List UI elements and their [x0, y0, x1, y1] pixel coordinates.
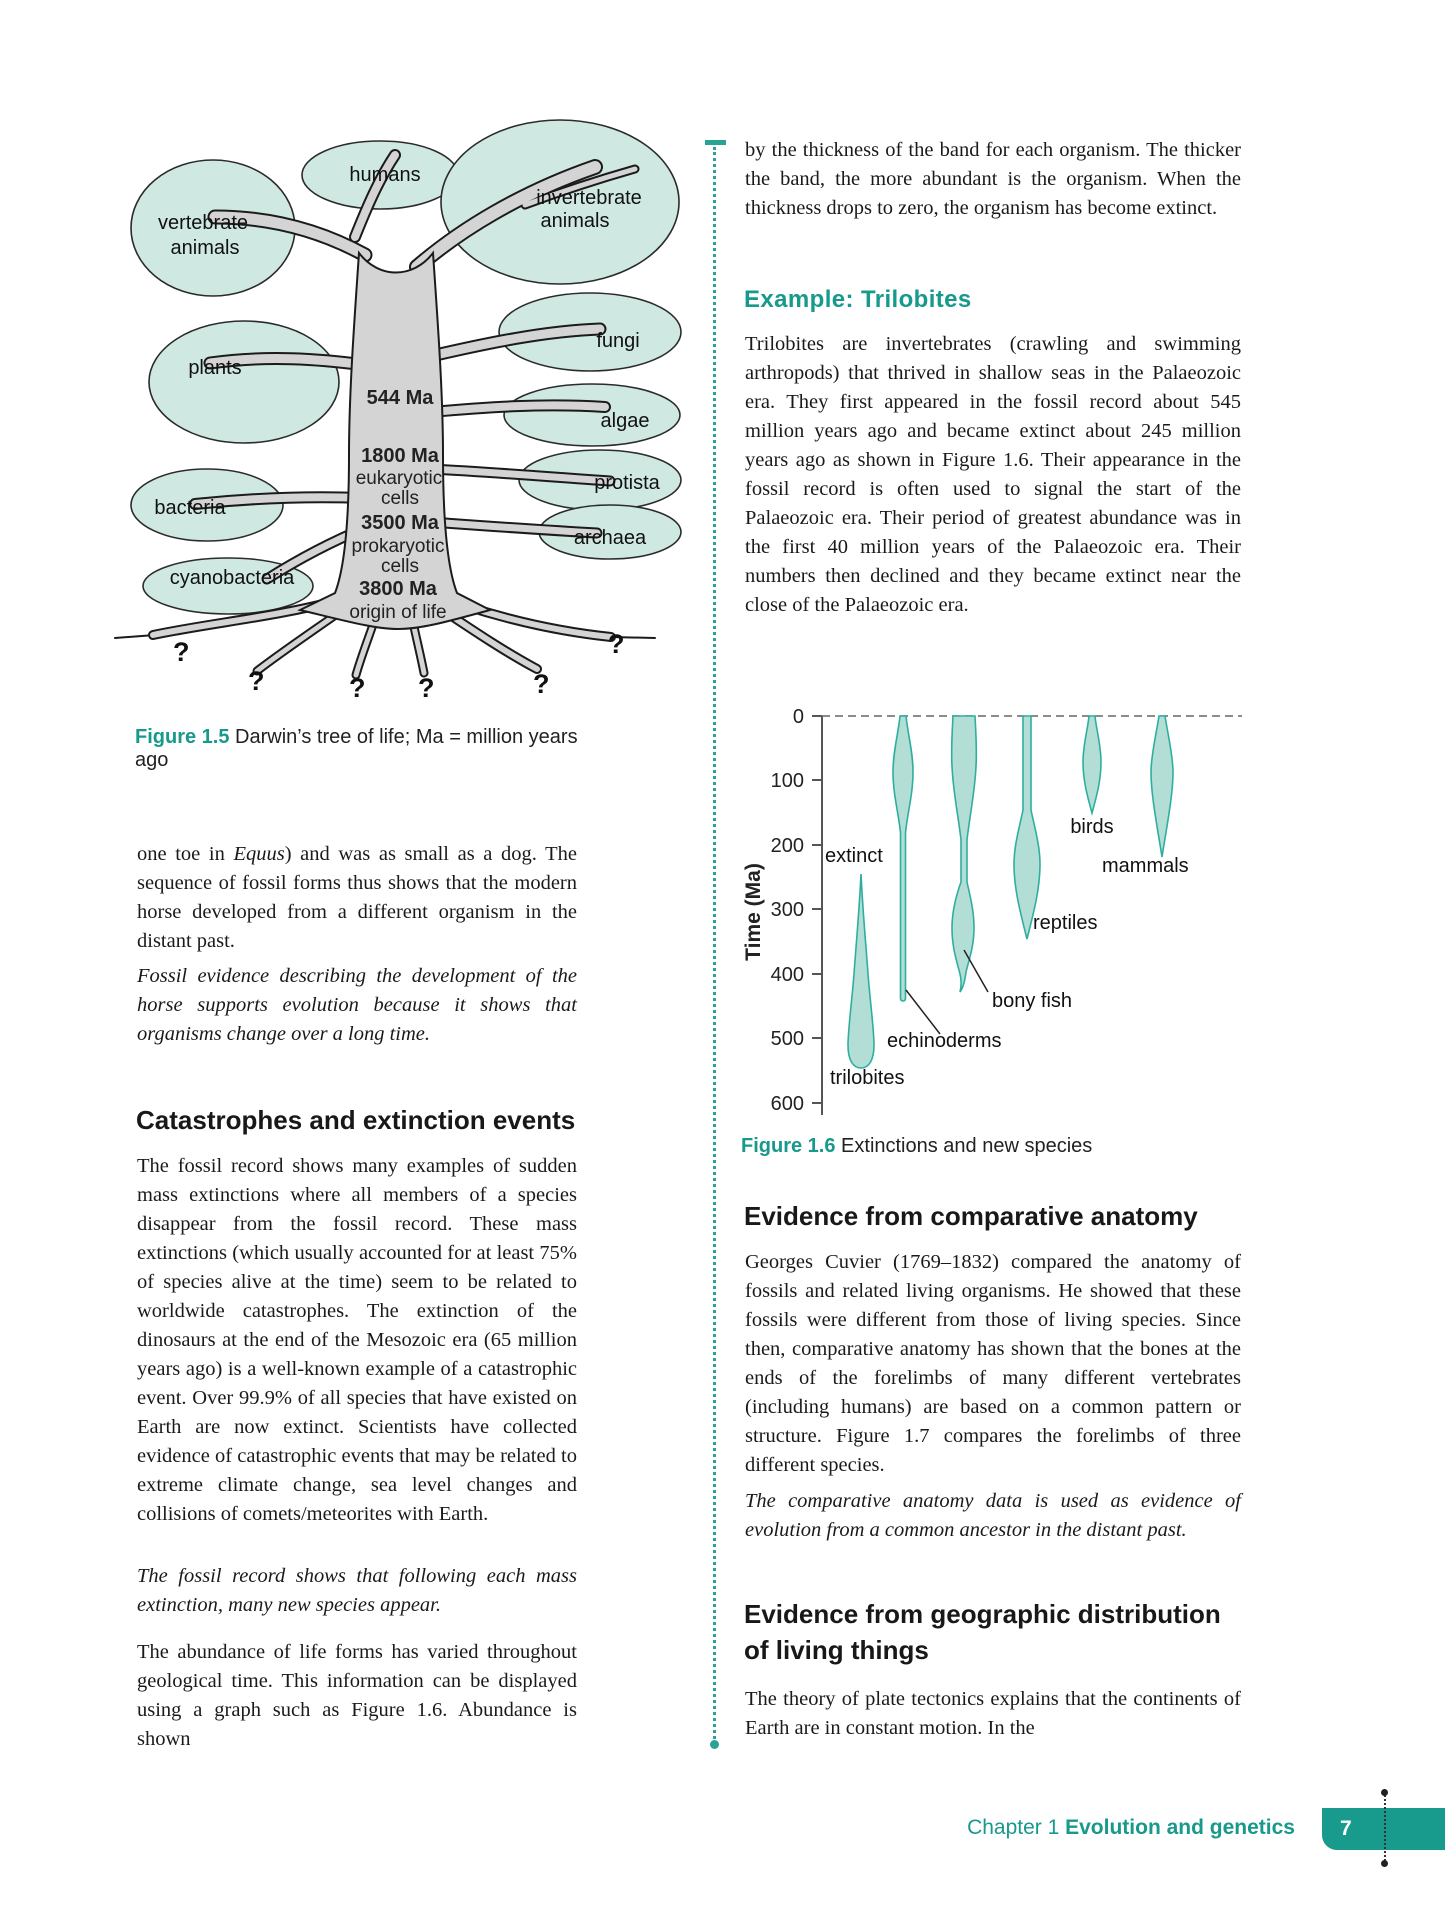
spindle-birds	[1083, 716, 1101, 813]
paragraph-anatomy: Georges Cuvier (1769–1832) compared the anatomy of fossils and related living organisms. He showed that these fossils were different from those of living species. Since then, comparative anatomy has shown that the bones at the ends of the forelimbs of many different vertebrates (including humans) are based on a common pattern or structure. Figure 1.7 compares the forelimbs of three different species.	[745, 1251, 1241, 1476]
label-extinct: extinct	[825, 845, 883, 867]
label-bacteria: bacteria	[154, 497, 226, 519]
label-cyanobacteria: cyanobacteria	[169, 567, 295, 589]
paragraph-abundance: The abundance of life forms has varied throughout geological time. This information can be displayed using a graph such as Figure 1.6. Abundance is shown	[137, 1641, 577, 1750]
label-origin-of-life: origin of life	[349, 602, 447, 623]
label-echinoderms: echinoderms	[887, 1030, 1002, 1052]
label-544ma: 544 Ma	[366, 387, 434, 409]
label-mammals: mammals	[1102, 855, 1189, 877]
label-algae: algae	[600, 410, 650, 432]
equus-word: Equus	[233, 843, 285, 865]
question-mark: ?	[533, 669, 550, 699]
column-divider	[713, 147, 716, 1739]
catastrophes-heading: Catastrophes and extinction events	[136, 1105, 576, 1135]
label-fungi: fungi	[596, 330, 640, 352]
label-plants: plants	[188, 357, 242, 379]
label-archaea: archaea	[573, 527, 647, 549]
cloud-algae	[504, 384, 680, 446]
italic-anatomy-note: The comparative anatomy data is used as evidence of evolution from a common ancestor in the distant past.	[745, 1490, 1241, 1541]
tick-200: 200	[770, 835, 804, 857]
extinctions-chart-figure	[740, 700, 1250, 1125]
footer-chapter-title	[967, 1816, 1295, 1840]
label-humans: humans	[349, 164, 421, 186]
label-vertebrate-1: vertebrate	[157, 212, 249, 234]
label-invertebrate-2: animals	[540, 210, 610, 232]
chart-labels	[825, 816, 1189, 1089]
tree-caption-text: Darwin’s tree of life; Ma = million years ago	[135, 726, 578, 771]
tree-of-life-figure	[95, 105, 685, 705]
label-vertebrate-2: animals	[170, 237, 240, 259]
spindle-reptiles	[1014, 716, 1040, 939]
chapter-label: Chapter 1	[967, 1816, 1066, 1839]
label-protista: protista	[594, 472, 660, 494]
divider-bottom-dot	[710, 1740, 719, 1749]
y-axis-tick-labels	[771, 706, 804, 1115]
y-axis-ticks	[812, 716, 822, 1103]
bony-fish-pointer	[964, 950, 988, 992]
cloud-plants	[149, 321, 339, 443]
paragraph-equus	[137, 840, 577, 956]
echinoderms-pointer	[906, 990, 940, 1034]
tick-600: 600	[770, 1093, 804, 1115]
paragraph-geography: The theory of plate tectonics explains that the continents of Earth are in constant motion. In the	[745, 1688, 1241, 1739]
y-axis-title: Time (Ma)	[742, 863, 765, 961]
equus-pre: one toe in	[137, 843, 234, 865]
tree-caption-label: Figure 1.5	[135, 726, 230, 748]
tick-400: 400	[770, 964, 804, 986]
tick-300: 300	[770, 899, 804, 921]
root-question-marks	[173, 629, 625, 703]
label-3800ma: 3800 Ma	[359, 578, 437, 600]
question-mark: ?	[173, 637, 190, 667]
spindle-echinoderms	[893, 716, 913, 1001]
spindle-trilobites	[848, 874, 874, 1068]
divider-top-cap	[705, 140, 726, 145]
paragraph-catastrophes: The fossil record shows many examples of sudden mass extinctions where all members of a species disappear from the fossil record. These mass extinctions (which usually accounted for at least 75% of species alive at the time) seem to be related to worldwide catastrophes. The extinction of the dinosaurs at the end of the Mesozoic era (65 million years ago) is a well-known example of a catastrophic event. Over 99.9% of all species that have existed on Earth are now extinct. Scientists have collected evidence of catastrophic events that may be related to extreme climate change, sea level changes and collisions of comets/meteorites with Earth.	[137, 1155, 577, 1525]
chart-figure-caption	[741, 1135, 1241, 1158]
question-mark: ?	[418, 673, 435, 703]
tick-500: 500	[770, 1028, 804, 1050]
question-mark: ?	[608, 629, 625, 659]
chart-caption-label: Figure 1.6	[741, 1135, 836, 1157]
italic-fossil-record: The fossil record shows that following each mass extinction, many new species appear.	[137, 1565, 577, 1616]
label-trilobites: trilobites	[830, 1067, 905, 1089]
label-prokaryotic-cells: cells	[380, 556, 420, 577]
label-invertebrate-1: invertebrate	[536, 187, 642, 209]
footer-dotted-line	[1384, 1795, 1386, 1861]
label-eukaryotic-cells: cells	[380, 488, 420, 509]
question-mark: ?	[349, 673, 366, 703]
question-mark: ?	[248, 666, 265, 696]
chapter-name: Evolution and genetics	[1065, 1816, 1295, 1839]
tree-figure-caption	[135, 726, 605, 772]
paragraph-trilobites: Trilobites are invertebrates (crawling and swimming arthropods) that thrived in shallow seas in the Palaeozoic era. They first appeared in the fossil record about 545 million years ago and became extinct about 245 million years ago as shown in Figure 1.6. Their appearance in the fossil record is often used to signal the start of the Palaeozoic era. Their period of greatest abundance was in the first 40 million years of the Palaeozoic era. Their numbers then declined and they became extinct near the close of the Palaeozoic era.	[745, 333, 1241, 616]
label-birds: birds	[1070, 816, 1114, 838]
comparative-anatomy-heading: Evidence from comparative anatomy	[744, 1201, 1198, 1231]
footer-dot-top	[1381, 1789, 1388, 1796]
label-eukaryotic: eukaryotic	[355, 468, 443, 489]
italic-fossil-evidence: Fossil evidence describing the development of the horse supports evolution because it shows that organisms change over a long time.	[137, 965, 577, 1045]
chart-pointer-lines	[906, 950, 988, 1034]
label-3500ma: 3500 Ma	[361, 512, 439, 534]
label-prokaryotic: prokaryotic	[351, 536, 445, 557]
abundance-spindles	[848, 716, 1173, 1068]
label-1800ma: 1800 Ma	[361, 445, 439, 467]
footer-dot-bottom	[1381, 1860, 1388, 1867]
equus-post: ) and was as small as a dog. The sequence of fossil forms thus shows that the modern horse developed from a different organism in the distant past.	[137, 843, 577, 952]
example-trilobites-heading: Example: Trilobites	[744, 286, 972, 313]
tick-100: 100	[770, 770, 804, 792]
geographic-distribution-heading: Evidence from geographic distribution of living things	[744, 1599, 1221, 1665]
paragraph-band-thickness: by the thickness of the band for each organism. The thicker the band, the more abundant is the organism. When the thickness drops to zero, the organism has become extinct.	[745, 139, 1241, 219]
chart-caption-text: Extinctions and new species	[835, 1135, 1093, 1157]
spindle-mammals	[1151, 716, 1173, 857]
tick-0: 0	[792, 706, 804, 728]
label-bony-fish: bony fish	[992, 990, 1073, 1012]
page-number: 7	[1340, 1817, 1352, 1840]
label-reptiles: reptiles	[1033, 912, 1098, 934]
